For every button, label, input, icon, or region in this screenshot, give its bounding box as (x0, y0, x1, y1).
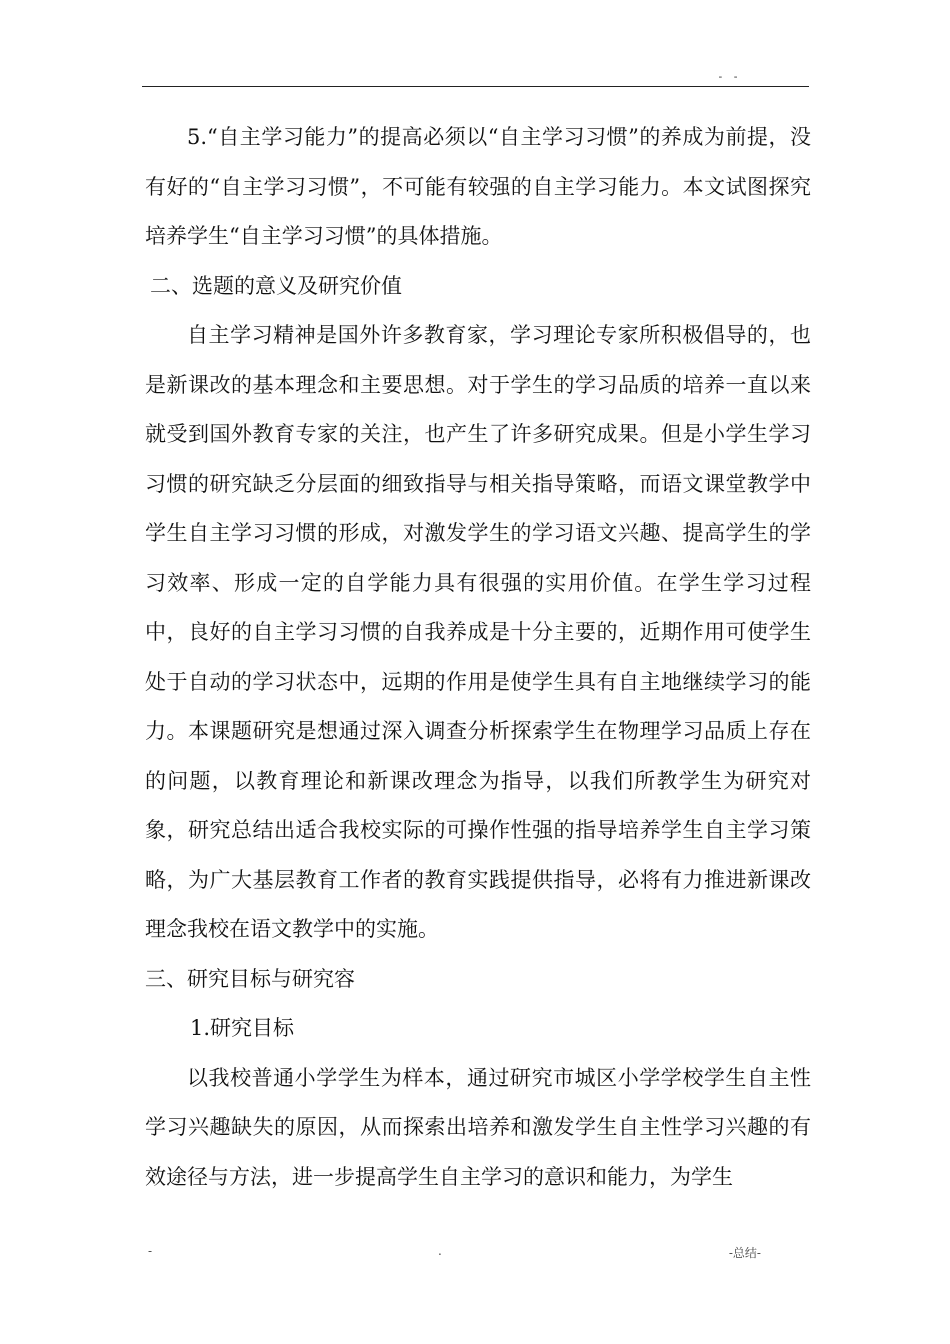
paragraph-subsection-1: 以我校普通小学学生为样本，通过研究市城区小学学校学生自主性学习兴趣缺失的原因，从而探索出培养和激发学生自主性学习兴趣的有效途径与方法，进一步提高学生自主学习的意识和能力，为学生 (145, 1065, 811, 1189)
subsection-heading-1: 1.研究目标 (190, 1016, 295, 1040)
document-body (145, 113, 811, 1202)
header-mark: - - (718, 70, 742, 83)
header-rule (142, 86, 809, 87)
page-footer (142, 1244, 809, 1264)
footer-label: -总结- (728, 1246, 761, 1260)
footer-center-mark: . (438, 1244, 442, 1258)
paragraph-section-2: 自主学习精神是国外许多教育家，学习理论专家所积极倡导的，也是新课改的基本理念和主要思想。对于学生的学习品质的培养一直以来就受到国外教育专家的关注，也产生了许多研究成果。但是小学生学习习惯的研究缺乏分层面的细致指导与相关指导策略，而语文课堂教学中学生自主学习习惯的形成，对激发学生的学习语文兴趣、提高学生的学习效率、形成一定的自学能力具有很强的实用价值。在学生学习过程中，良好的自主学习习惯的自我养成是十分主要的，近期作用可使学生处于自动的学习状态中，远期的作用是使学生具有自主地继续学习的能力。本课题研究是想通过深入调查分析探索学生在物理学习品质上存在的问题，以教育理论和新课改理念为指导，以我们所教学生为研究对象，研究总结出适合我校实际的可操作性强的指导培养学生自主学习策略，为广大基层教育工作者的教育实践提供指导，必将有力推进新课改理念我校在语文教学中的实施。 (145, 323, 811, 941)
section-heading-2: 二、选题的意义及研究价值 (150, 273, 402, 298)
section-heading-3: 三、研究目标与研究容 (145, 966, 355, 991)
paragraph-item-5: 5.“自主学习能力”的提高必须以“自主学习习惯”的养成为前提，没有好的“自主学习习惯”，不可能有较强的自主学习能力。本文试图探究培养学生“自主学习习惯”的具体措施。 (145, 125, 811, 248)
footer-left-mark: - (148, 1244, 153, 1258)
